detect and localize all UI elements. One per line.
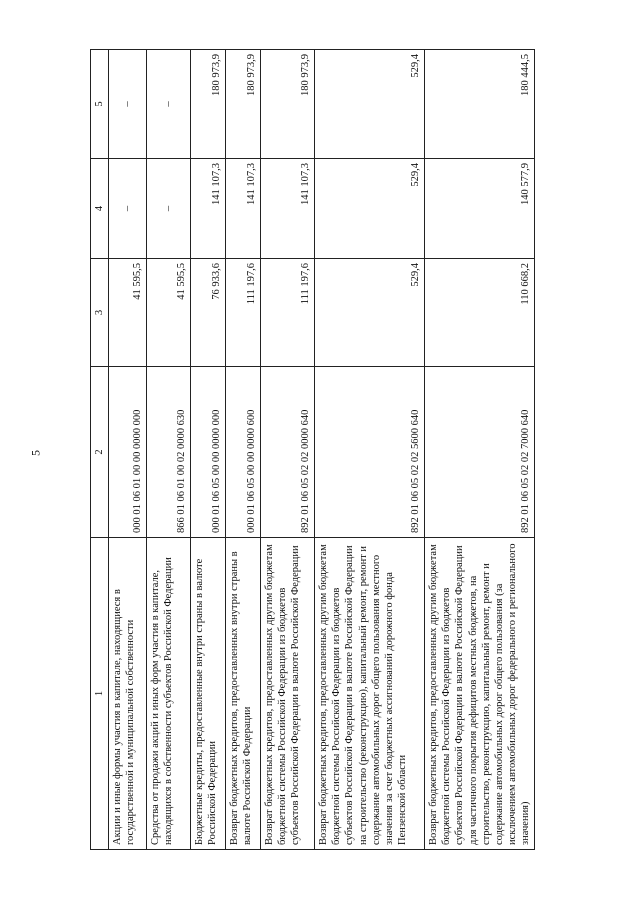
table-row	[425, 50, 535, 850]
table-row	[147, 50, 191, 850]
row-value-4: 141 107,3	[261, 159, 315, 259]
row-value-5: –	[147, 50, 191, 159]
table-row	[191, 50, 226, 850]
row-code: 000 01 06 05 00 00 0000 000	[191, 367, 226, 538]
row-value-5: 180 973,9	[226, 50, 261, 159]
row-value-5: –	[109, 50, 147, 159]
row-code: 866 01 06 01 00 02 0000 630	[147, 367, 191, 538]
row-value-5: 180 444,5	[425, 50, 535, 159]
row-value-3: 111 197,6	[226, 259, 261, 367]
table-row	[109, 50, 147, 850]
row-value-5: 529,4	[315, 50, 425, 159]
row-code: 000 01 06 05 00 00 0000 600	[226, 367, 261, 538]
row-code: 000 01 06 01 00 00 0000 000	[109, 367, 147, 538]
row-value-4: –	[147, 159, 191, 259]
row-value-5: 180 973,9	[191, 50, 226, 159]
row-name: Бюджетные кредиты, предоставленные внутри страны в валюте Российской Федерации	[191, 538, 226, 850]
row-name: Возврат бюджетных кредитов, предоставленных другим бюджетам бюджетной системы Российской Федерации из бюджетов субъектов Российской Федерации в валюте Российской Федерации на строительство (реконструкцию), капитальный ремонт, ремонт и содержание автомобильных дорог общего пользования местного значения за счет бюджетных ассигнований дорожного фонда Пензенской области	[315, 538, 425, 850]
header-col-4: 4	[91, 159, 109, 259]
row-value-3: 76 933,6	[191, 259, 226, 367]
row-value-3: 529,4	[315, 259, 425, 367]
header-col-3: 3	[91, 259, 109, 367]
row-value-3: 41 595,5	[147, 259, 191, 367]
row-name: Акции и иные формы участия в капитале, находящиеся в государственной и муниципальной собственности	[109, 538, 147, 850]
row-value-4: –	[109, 159, 147, 259]
row-value-3: 110 668,2	[425, 259, 535, 367]
header-col-1: 1	[91, 538, 109, 850]
row-value-3: 111 197,6	[261, 259, 315, 367]
row-value-4: 141 107,3	[226, 159, 261, 259]
row-value-4: 141 107,3	[191, 159, 226, 259]
row-name: Возврат бюджетных кредитов, предоставленных другим бюджетам бюджетной системы Российской Федерации из бюджетов субъектов Российской Федерации в валюте Российской Федерации для частичного покрытия дефицитов местных бюджетов, на строительство, реконструкцию, капитальный ремонт, ремонт и содержание автомобильных дорог общего пользования (за исключением автомобильных дорог федерального и регионального значения)	[425, 538, 535, 850]
row-value-4: 529,4	[315, 159, 425, 259]
row-value-3: 41 595,5	[109, 259, 147, 367]
table-row	[226, 50, 261, 850]
rotated-table-container	[90, 50, 531, 850]
row-name: Возврат бюджетных кредитов, предоставленных другим бюджетам бюджетной системы Российской Федерации из бюджетов субъектов Российской Федерации в валюте Российской Федерации	[261, 538, 315, 850]
row-value-4: 140 577,9	[425, 159, 535, 259]
header-col-2: 2	[91, 367, 109, 538]
row-code: 892 01 06 05 02 02 7000 640	[425, 367, 535, 538]
row-code: 892 01 06 05 02 02 0000 640	[261, 367, 315, 538]
header-col-5: 5	[91, 50, 109, 159]
budget-table	[90, 49, 535, 850]
row-name: Средства от продажи акций и иных форм участия в капитале, находящихся в собственности субъектов Российской Федерации	[147, 538, 191, 850]
table-row	[261, 50, 315, 850]
row-name: Возврат бюджетных кредитов, предоставленных внутри страны в валюте Российской Федерации	[226, 538, 261, 850]
table-row	[315, 50, 425, 850]
row-value-5: 180 973,9	[261, 50, 315, 159]
table-header-row	[91, 50, 109, 850]
row-code: 892 01 06 05 02 02 5600 640	[315, 367, 425, 538]
page-number: 5	[28, 450, 43, 456]
